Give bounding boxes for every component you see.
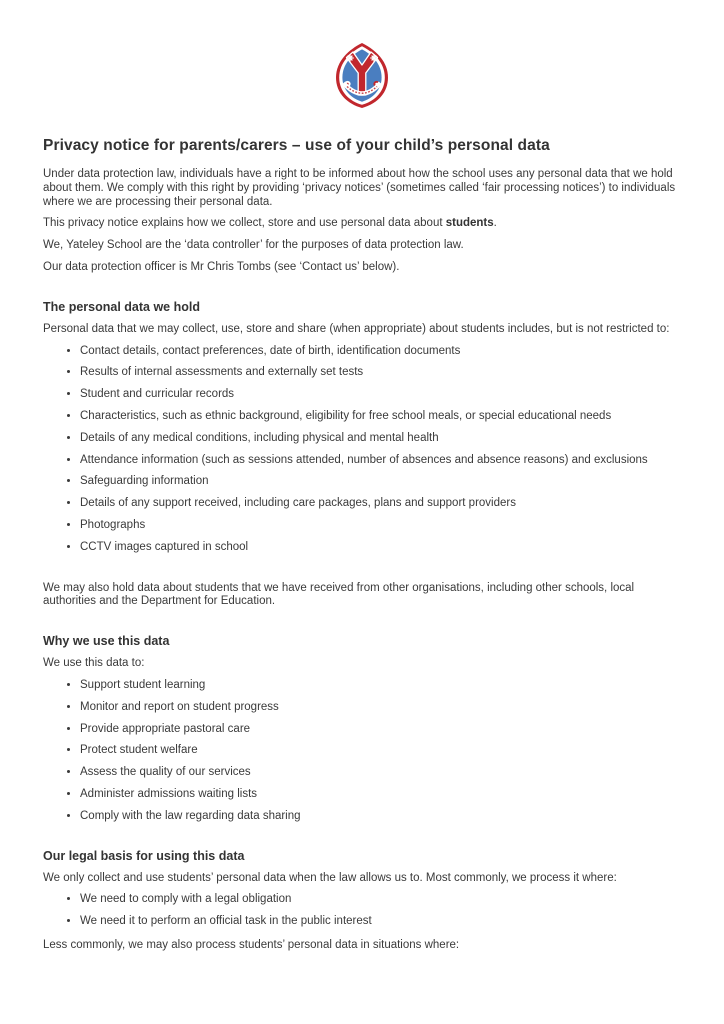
list-item: • Characteristics, such as ethnic background, eligibility for free school meals, or special educational needs bbox=[80, 410, 687, 424]
intro-paragraph-2-period: . bbox=[493, 217, 497, 230]
school-crest-graphic bbox=[334, 42, 390, 109]
list-item: • We need it to perform an official task in the public interest bbox=[80, 915, 687, 929]
list-item: • Protect student welfare bbox=[80, 744, 687, 758]
list-item: • Details of any medical conditions, including physical and mental health bbox=[80, 432, 687, 446]
intro-paragraph-4: Our data protection officer is Mr Chris Tombs (see ‘Contact us’ below). bbox=[43, 260, 400, 273]
list-item: • Student and curricular records bbox=[80, 388, 687, 402]
list-item: • Support student learning bbox=[80, 679, 687, 693]
legal-basis-bullet-list bbox=[43, 893, 687, 929]
list-item: • Provide appropriate pastoral care bbox=[80, 723, 687, 737]
intro-paragraph-2-bold-term: students bbox=[445, 217, 494, 230]
personal-data-bullet-list bbox=[43, 345, 687, 555]
list-item: • Assess the quality of our services bbox=[80, 766, 687, 780]
list-item: • Contact details, contact preferences, date of birth, identification documents bbox=[80, 345, 687, 359]
intro-paragraph-2-text: This privacy notice explains how we collect, store and use personal data about bbox=[43, 217, 446, 230]
list-item: • Administer admissions waiting lists bbox=[80, 788, 687, 802]
list-item: • Comply with the law regarding data sharing bbox=[80, 810, 687, 824]
section-outro-legal-basis: Less commonly, we may also process students’ personal data in situations where: bbox=[43, 938, 460, 951]
school-crest-logo bbox=[334, 42, 390, 109]
list-item: • Monitor and report on student progress bbox=[80, 701, 687, 715]
document-content bbox=[43, 137, 687, 961]
section-outro-personal-data: We may also hold data about students that we have received from other organisations, including other schools, local authorities and the Department for Education. bbox=[43, 581, 635, 608]
list-item: • We need to comply with a legal obligation bbox=[80, 893, 687, 907]
intro-paragraph-1: Under data protection law, individuals have a right to be informed about how the school uses any personal data that we hold about them. We comply with this right by providing ‘privacy notices’ (sometimes called ‘fair processing notices’) to individuals where we are processing their personal data. bbox=[43, 168, 676, 208]
section-intro-why-we-use: We use this data to: bbox=[43, 657, 145, 670]
intro-paragraph-2 bbox=[43, 217, 687, 231]
section-heading-personal-data-we-hold: The personal data we hold bbox=[43, 299, 200, 314]
list-item: • Details of any support received, including care packages, plans and support providers bbox=[80, 497, 687, 511]
page-title: Privacy notice for parents/carers – use of your child’s personal data bbox=[43, 137, 550, 154]
section-intro-personal-data: Personal data that we may collect, use, store and share (when appropriate) about students includes, but is not restricted to: bbox=[43, 322, 670, 335]
list-item: • Photographs bbox=[80, 519, 687, 533]
intro-paragraph-3: We, Yateley School are the ‘data controller’ for the purposes of data protection law. bbox=[43, 239, 464, 252]
list-item: • Attendance information (such as sessions attended, number of absences and absence reasons) and exclusions bbox=[80, 454, 687, 468]
why-we-use-bullet-list bbox=[43, 679, 687, 824]
list-item: • Safeguarding information bbox=[80, 475, 687, 489]
section-heading-legal-basis: Our legal basis for using this data bbox=[43, 848, 245, 863]
list-item: • Results of internal assessments and externally set tests bbox=[80, 366, 687, 380]
section-heading-why-we-use: Why we use this data bbox=[43, 634, 170, 649]
section-intro-legal-basis: We only collect and use students’ personal data when the law allows us to. Most commonly, we process it where: bbox=[43, 871, 617, 884]
list-item: • CCTV images captured in school bbox=[80, 541, 687, 555]
